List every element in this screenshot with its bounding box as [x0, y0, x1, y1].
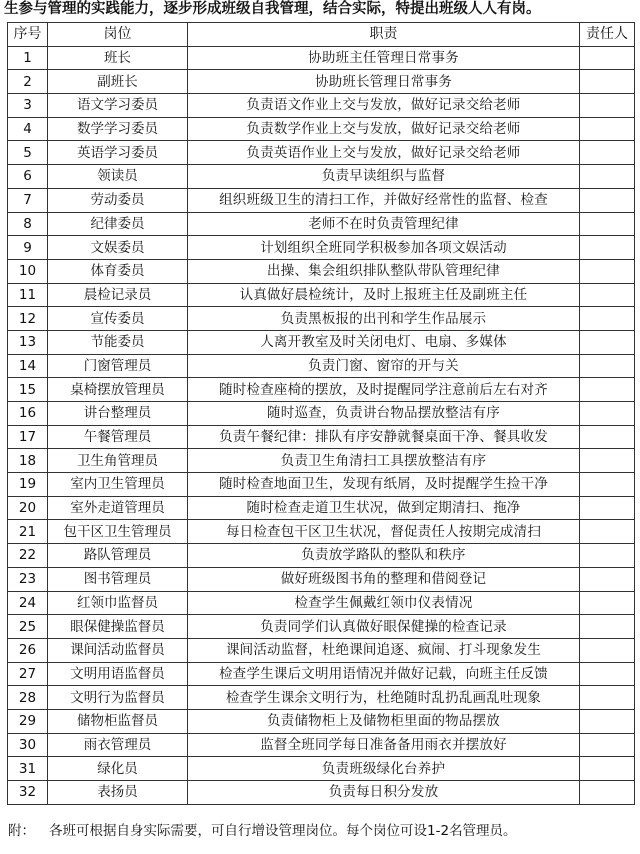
cell-duty: 随时巡查，负责讲台物品摆放整洁有序 — [188, 402, 580, 426]
cell-number: 2 — [8, 70, 48, 94]
cell-position: 领读员 — [48, 165, 188, 189]
cell-position: 节能委员 — [48, 330, 188, 354]
table-row — [8, 425, 635, 449]
cell-position: 副班长 — [48, 70, 188, 94]
cell-number: 27 — [8, 662, 48, 686]
cell-person — [580, 615, 635, 639]
cell-position: 门窗管理员 — [48, 354, 188, 378]
cell-person — [580, 781, 635, 805]
cell-position: 课间活动监督员 — [48, 638, 188, 662]
cell-position: 语文学习委员 — [48, 94, 188, 118]
cell-number: 32 — [8, 781, 48, 805]
table-row — [8, 757, 635, 781]
cell-duty: 做好班级图书角的整理和借阅登记 — [188, 567, 580, 591]
cell-person — [580, 94, 635, 118]
cell-duty: 协助班主任管理日常事务 — [188, 46, 580, 70]
header-number: 序号 — [8, 23, 48, 47]
cell-duty: 检查学生佩戴红领巾仪表情况 — [188, 591, 580, 615]
table-row — [8, 46, 635, 70]
footnote-label: 附： — [8, 823, 35, 839]
cell-position: 体育委员 — [48, 259, 188, 283]
cell-person — [580, 757, 635, 781]
cell-person — [580, 544, 635, 568]
table-row — [8, 165, 635, 189]
table-row — [8, 259, 635, 283]
cell-person — [580, 283, 635, 307]
table-row — [8, 94, 635, 118]
cell-person — [580, 520, 635, 544]
cell-position: 宣传委员 — [48, 307, 188, 331]
cell-person — [580, 449, 635, 473]
cell-number: 17 — [8, 425, 48, 449]
cell-duty: 协助班长管理日常事务 — [188, 70, 580, 94]
table-row — [8, 378, 635, 402]
cell-number: 12 — [8, 307, 48, 331]
cell-person — [580, 165, 635, 189]
table-row — [8, 662, 635, 686]
cell-duty: 负责每日积分发放 — [188, 781, 580, 805]
table-row — [8, 520, 635, 544]
cell-person — [580, 236, 635, 260]
cell-number: 13 — [8, 330, 48, 354]
table-row — [8, 733, 635, 757]
cell-duty: 出操、集会组织排队整队带队管理纪律 — [188, 259, 580, 283]
cell-position: 讲台整理员 — [48, 402, 188, 426]
table-row — [8, 117, 635, 141]
cell-number: 4 — [8, 117, 48, 141]
table-row — [8, 496, 635, 520]
cell-number: 23 — [8, 567, 48, 591]
table-row — [8, 567, 635, 591]
cell-duty: 负责储物柜上及储物柜里面的物品摆放 — [188, 709, 580, 733]
cell-duty: 负责早读组织与监督 — [188, 165, 580, 189]
cell-number: 21 — [8, 520, 48, 544]
cell-duty: 负责午餐纪律：排队有序安静就餐桌面干净、餐具收发 — [188, 425, 580, 449]
table-row — [8, 236, 635, 260]
intro-text: 生参与管理的实践能力，逐步形成班级自我管理，结合实际，特提出班级人人有岗。 — [4, 1, 541, 17]
cell-number: 26 — [8, 638, 48, 662]
cell-duty: 随时检查走道卫生状况，做到定期清扫、拖净 — [188, 496, 580, 520]
cell-number: 10 — [8, 259, 48, 283]
cell-person — [580, 378, 635, 402]
cell-number: 22 — [8, 544, 48, 568]
cell-number: 24 — [8, 591, 48, 615]
table-row — [8, 544, 635, 568]
cell-position: 晨检记录员 — [48, 283, 188, 307]
cell-duty: 检查学生课余文明行为，杜绝随时乱扔乱画乱吐现象 — [188, 686, 580, 710]
cell-number: 31 — [8, 757, 48, 781]
cell-position: 绿化员 — [48, 757, 188, 781]
cell-duty: 计划组织全班同学积极参加各项文娱活动 — [188, 236, 580, 260]
cell-person — [580, 686, 635, 710]
cell-number: 1 — [8, 46, 48, 70]
cell-person — [580, 212, 635, 236]
table-body — [8, 46, 635, 804]
footnote — [8, 818, 634, 844]
cell-number: 9 — [8, 236, 48, 260]
cell-position: 储物柜监督员 — [48, 709, 188, 733]
cell-duty: 认真做好晨检统计，及时上报班主任及副班主任 — [188, 283, 580, 307]
table-row — [8, 615, 635, 639]
cell-duty: 检查学生课后文明用语情况并做好记载，向班主任反馈 — [188, 662, 580, 686]
table-row — [8, 188, 635, 212]
cell-duty: 随时检查座椅的摆放，及时提醒同学注意前后左右对齐 — [188, 378, 580, 402]
cell-person — [580, 188, 635, 212]
cell-duty: 负责同学们认真做好眼保健操的检查记录 — [188, 615, 580, 639]
cell-person — [580, 330, 635, 354]
cell-duty: 负责黑板报的出刊和学生作品展示 — [188, 307, 580, 331]
cell-number: 16 — [8, 402, 48, 426]
cell-person — [580, 591, 635, 615]
cell-person — [580, 402, 635, 426]
cell-number: 25 — [8, 615, 48, 639]
cell-person — [580, 354, 635, 378]
cell-position: 英语学习委员 — [48, 141, 188, 165]
cell-person — [580, 70, 635, 94]
cell-duty: 老师不在时负责管理纪律 — [188, 212, 580, 236]
table-header-row — [8, 23, 635, 47]
header-person: 责任人 — [580, 23, 635, 47]
footnote-text: 各班可根据自身实际需要，可自行增设管理岗位。每个岗位可设1-2名管理员。 — [49, 823, 517, 839]
cell-person — [580, 117, 635, 141]
header-duty: 职责 — [188, 23, 580, 47]
cell-position: 午餐管理员 — [48, 425, 188, 449]
cell-number: 15 — [8, 378, 48, 402]
cell-position: 班长 — [48, 46, 188, 70]
cell-duty: 监督全班同学每日准备备用雨衣并摆放好 — [188, 733, 580, 757]
cell-person — [580, 567, 635, 591]
cell-position: 劳动委员 — [48, 188, 188, 212]
cell-person — [580, 307, 635, 331]
cell-position: 路队管理员 — [48, 544, 188, 568]
table-row — [8, 354, 635, 378]
cell-person — [580, 141, 635, 165]
cell-person — [580, 496, 635, 520]
table-row — [8, 402, 635, 426]
table-row — [8, 283, 635, 307]
cell-position: 表扬员 — [48, 781, 188, 805]
cell-position: 桌椅摆放管理员 — [48, 378, 188, 402]
cell-number: 8 — [8, 212, 48, 236]
cell-position: 纪律委员 — [48, 212, 188, 236]
table-row — [8, 212, 635, 236]
cell-position: 图书管理员 — [48, 567, 188, 591]
cell-duty: 课间活动监督，杜绝课间追逐、疯闹、打斗现象发生 — [188, 638, 580, 662]
cell-person — [580, 733, 635, 757]
table-row — [8, 591, 635, 615]
table-row — [8, 781, 635, 805]
table-row — [8, 709, 635, 733]
cell-number: 7 — [8, 188, 48, 212]
table-row — [8, 638, 635, 662]
table-row — [8, 70, 635, 94]
cell-number: 28 — [8, 686, 48, 710]
cell-duty: 负责班级绿化台养护 — [188, 757, 580, 781]
cell-duty: 负责卫生角清扫工具摆放整洁有序 — [188, 449, 580, 473]
table-row — [8, 330, 635, 354]
cell-person — [580, 259, 635, 283]
table-row — [8, 307, 635, 331]
cell-person — [580, 709, 635, 733]
cell-number: 5 — [8, 141, 48, 165]
header-position: 岗位 — [48, 23, 188, 47]
cell-duty: 每日检查包干区卫生状况，督促责任人按期完成清扫 — [188, 520, 580, 544]
cell-duty: 负责英语作业上交与发放，做好记录交给老师 — [188, 141, 580, 165]
cell-person — [580, 638, 635, 662]
cell-person — [580, 473, 635, 497]
cell-person — [580, 425, 635, 449]
cell-duty: 负责数学作业上交与发放，做好记录交给老师 — [188, 117, 580, 141]
cell-number: 18 — [8, 449, 48, 473]
table-row — [8, 473, 635, 497]
cell-duty: 负责语文作业上交与发放，做好记录交给老师 — [188, 94, 580, 118]
cell-number: 11 — [8, 283, 48, 307]
cell-position: 雨衣管理员 — [48, 733, 188, 757]
cell-duty: 随时检查地面卫生，发现有纸屑，及时提醒学生捡干净 — [188, 473, 580, 497]
cell-position: 红领巾监督员 — [48, 591, 188, 615]
cell-number: 3 — [8, 94, 48, 118]
cell-position: 文明行为监督员 — [48, 686, 188, 710]
cell-number: 29 — [8, 709, 48, 733]
cell-position: 包干区卫生管理员 — [48, 520, 188, 544]
cell-position: 数学学习委员 — [48, 117, 188, 141]
cell-duty: 组织班级卫生的清扫工作，并做好经常性的监督、检查 — [188, 188, 580, 212]
cell-number: 19 — [8, 473, 48, 497]
cell-position: 室外走道管理员 — [48, 496, 188, 520]
cell-number: 6 — [8, 165, 48, 189]
cell-number: 30 — [8, 733, 48, 757]
cell-position: 卫生角管理员 — [48, 449, 188, 473]
cell-duty: 负责放学路队的整队和秩序 — [188, 544, 580, 568]
cell-position: 眼保健操监督员 — [48, 615, 188, 639]
cell-duty: 负责门窗、窗帘的开与关 — [188, 354, 580, 378]
cell-person — [580, 46, 635, 70]
cell-person — [580, 662, 635, 686]
cell-position: 室内卫生管理员 — [48, 473, 188, 497]
cell-duty: 人离开教室及时关闭电灯、电扇、多媒体 — [188, 330, 580, 354]
cell-number: 20 — [8, 496, 48, 520]
cell-position: 文明用语监督员 — [48, 662, 188, 686]
table-row — [8, 449, 635, 473]
cell-position: 文娱委员 — [48, 236, 188, 260]
table-row — [8, 141, 635, 165]
cell-number: 14 — [8, 354, 48, 378]
duty-table — [7, 22, 635, 805]
table-row — [8, 686, 635, 710]
